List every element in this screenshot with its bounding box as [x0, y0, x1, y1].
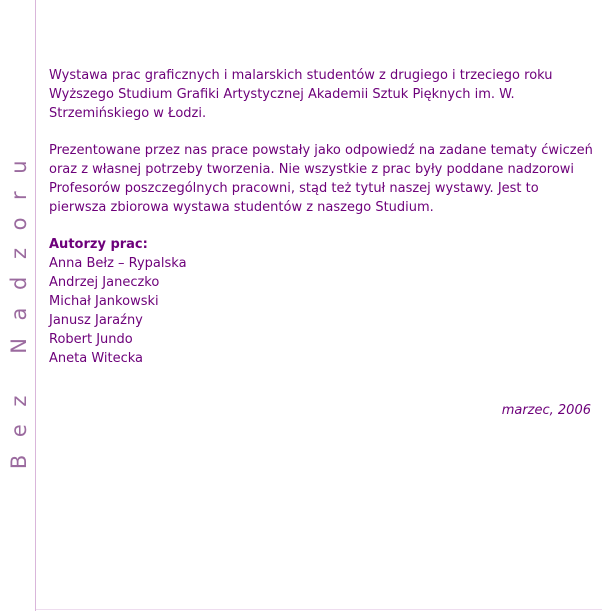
author-item: Janusz Jaraźny — [49, 313, 143, 328]
author-item: Aneta Witecka — [49, 351, 144, 366]
authors-list — [49, 254, 594, 368]
date-label: marzec, 2006 — [501, 403, 591, 418]
author-item: Anna Bełz – Rypalska — [49, 256, 187, 271]
authors-heading: Autorzy prac: — [49, 237, 148, 252]
main-content — [49, 66, 594, 368]
intro-paragraph: Wystawa prac graficznych i malarskich studentów z drugiego i trzeciego roku Wyższego Studium Grafiki Artystycznej Akademii Sztuk Pięknych im. W. Strzemińskiego w Łodzi. — [49, 68, 553, 121]
bottom-divider — [36, 609, 602, 610]
author-item: Michał Jankowski — [49, 294, 159, 309]
sidebar — [0, 0, 36, 611]
description-paragraph: Prezentowane przez nas prace powstały jako odpowiedź na zadane tematy ćwiczeń oraz z własnej potrzeby tworzenia. Nie wszystkie z prac były poddane nadzorowi Profesorów poszczególnych pracowni, stąd też tytuł naszej wystawy. Jest to pierwsza zbiorowa wystawa studentów z naszego Studium. — [49, 143, 593, 215]
vertical-title-container — [2, 0, 36, 611]
author-item: Andrzej Janeczko — [49, 275, 160, 290]
exhibition-title: Bez Nadzoru — [7, 142, 32, 469]
author-item: Robert Jundo — [49, 332, 133, 347]
